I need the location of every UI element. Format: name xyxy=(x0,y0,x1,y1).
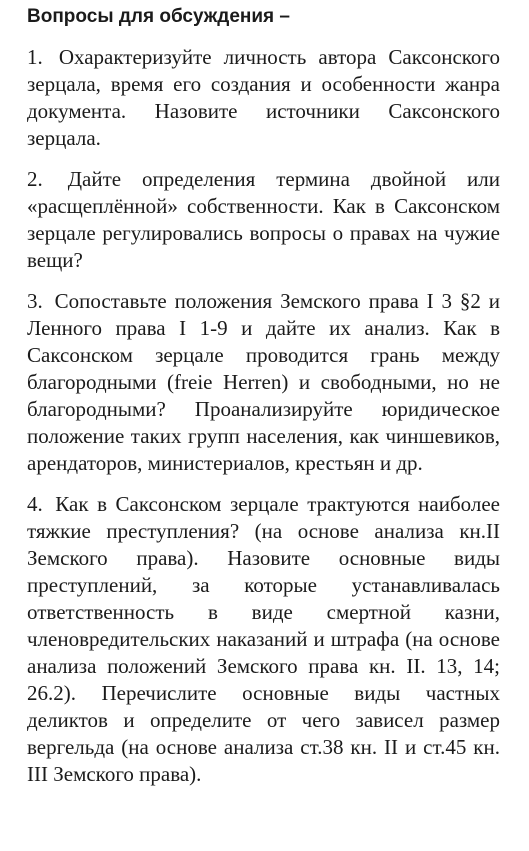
question-3 xyxy=(27,288,500,477)
document-heading: Вопросы для обсуждения – xyxy=(27,6,290,27)
question-text: Дайте определения термина двойной или «расщеплённой» собственности. Как в Саксонском зерцале регулировались вопросы о правах на чужие вещи? xyxy=(27,167,501,272)
question-4 xyxy=(27,491,500,788)
document-page xyxy=(27,4,500,802)
question-text: Как в Саксонском зерцале трактуются наиболее тяжкие преступления? (на основе анализа кн.II Земского права). Назовите основные виды преступлений, за которые устанавливалась ответственность в виде смертной казни, членовредительских наказаний и штрафа (на основе анализа положений Земского права кн. II. 13, 14; 26.2). Перечислите основные виды частных деликтов и определите от чего зависел размер вергельда (на основе анализа ст.38 кн. II и ст.45 кн. III Земского права). xyxy=(27,492,500,786)
question-number: 4. xyxy=(27,492,43,516)
question-2 xyxy=(27,166,500,274)
question-number: 2. xyxy=(27,167,43,191)
question-1 xyxy=(27,44,500,152)
question-number: 3. xyxy=(27,289,43,313)
question-text: Охарактеризуйте личность автора Саксонского зерцала, время его создания и особенности жанра документа. Назовите источники Саксонского зерцала. xyxy=(27,45,500,150)
question-text: Сопоставьте положения Земского права I 3 §2 и Ленного права I 1-9 и дайте их анализ. Как в Саксонском зерцале проводится грань между благородными (freie Herren) и свободными, но не благородными? Проанализируйте юридическое положение таких групп населения, как чиншевиков, арендаторов, министериалов, крестьян и др. xyxy=(27,289,501,475)
question-number: 1. xyxy=(27,45,43,69)
